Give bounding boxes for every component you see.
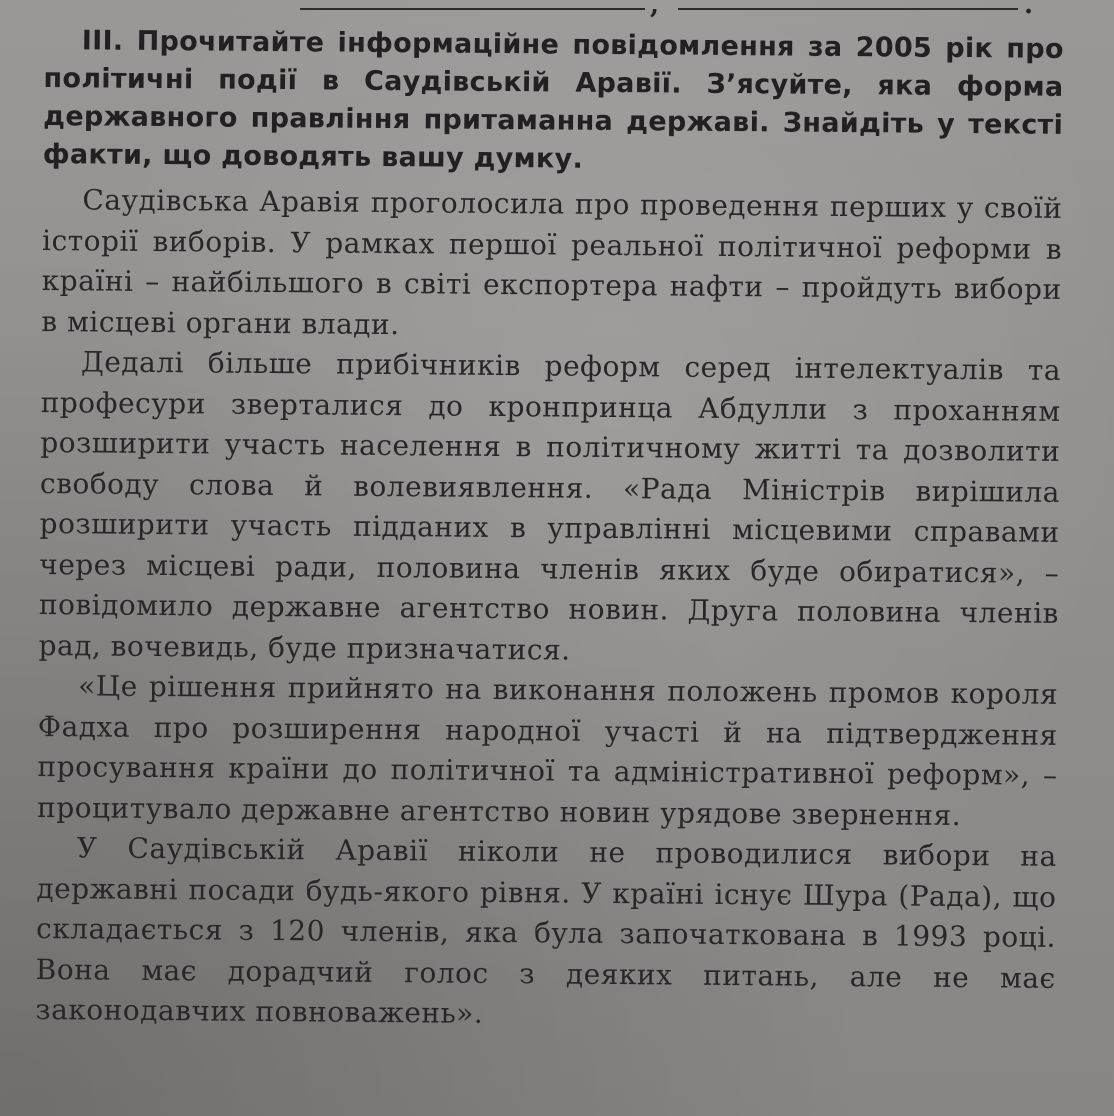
paragraph-3: «Це рішення прийнято на виконання положень промов короля Фадха про розширення народної участі й на підтвердження просування країни до політичної та адміністративної реформ», – процитувало державне агентство новин урядове звернення.: [37, 669, 1059, 832]
answer-line: [678, 8, 1018, 10]
task-instruction: III. Прочитайте інформаційне повідомлення за 2005 рік про політичні події в Саудівській Аравії. З’ясуйте, яка форма державного правління притаманна державі. Знайдіть у тексті факти, що доводять вашу думку.: [42, 25, 1064, 175]
answer-lines: [0, 0, 1114, 20]
text-block: [35, 22, 1064, 1039]
paragraph-4: У Саудівській Аравії ніколи не проводилися вибори на державні посади будь-якого рівня. У країні існує Шура (Рада), що складається з 120 членів, яка була започаткована в 1993 році. Вона має дорадчий голос з деяких питань, але не має законодавчих повноважень».: [35, 831, 1057, 1030]
paragraph-1: Саудівська Аравія проголосила про проведення перших у своїй історії виборів. У рамках першої реальної політичної реформи в країні – найбільшого в світі експортера нафти – пройдуть вибори в місцеві органи влади.: [41, 183, 1063, 341]
paragraph-2: Дедалі більше прибічників реформ серед інтелектуалів та професури зверталися до кронпринца Абдулли з проханням розширити участь населення в політичному житті та дозволити свободу слова й волевиявлення. «Рада Міністрів вирішила розширити участь підданих в управлінні місцевими справами через місцеві ради, половина членів яких буде обиратися», – повідомило державне агентство новин. Друга половина членів рад, вочевидь, буде призначатися.: [38, 345, 1062, 667]
answer-line: [300, 8, 645, 10]
dot-mark: .: [1024, 0, 1034, 20]
comma-mark: ,: [650, 0, 660, 20]
